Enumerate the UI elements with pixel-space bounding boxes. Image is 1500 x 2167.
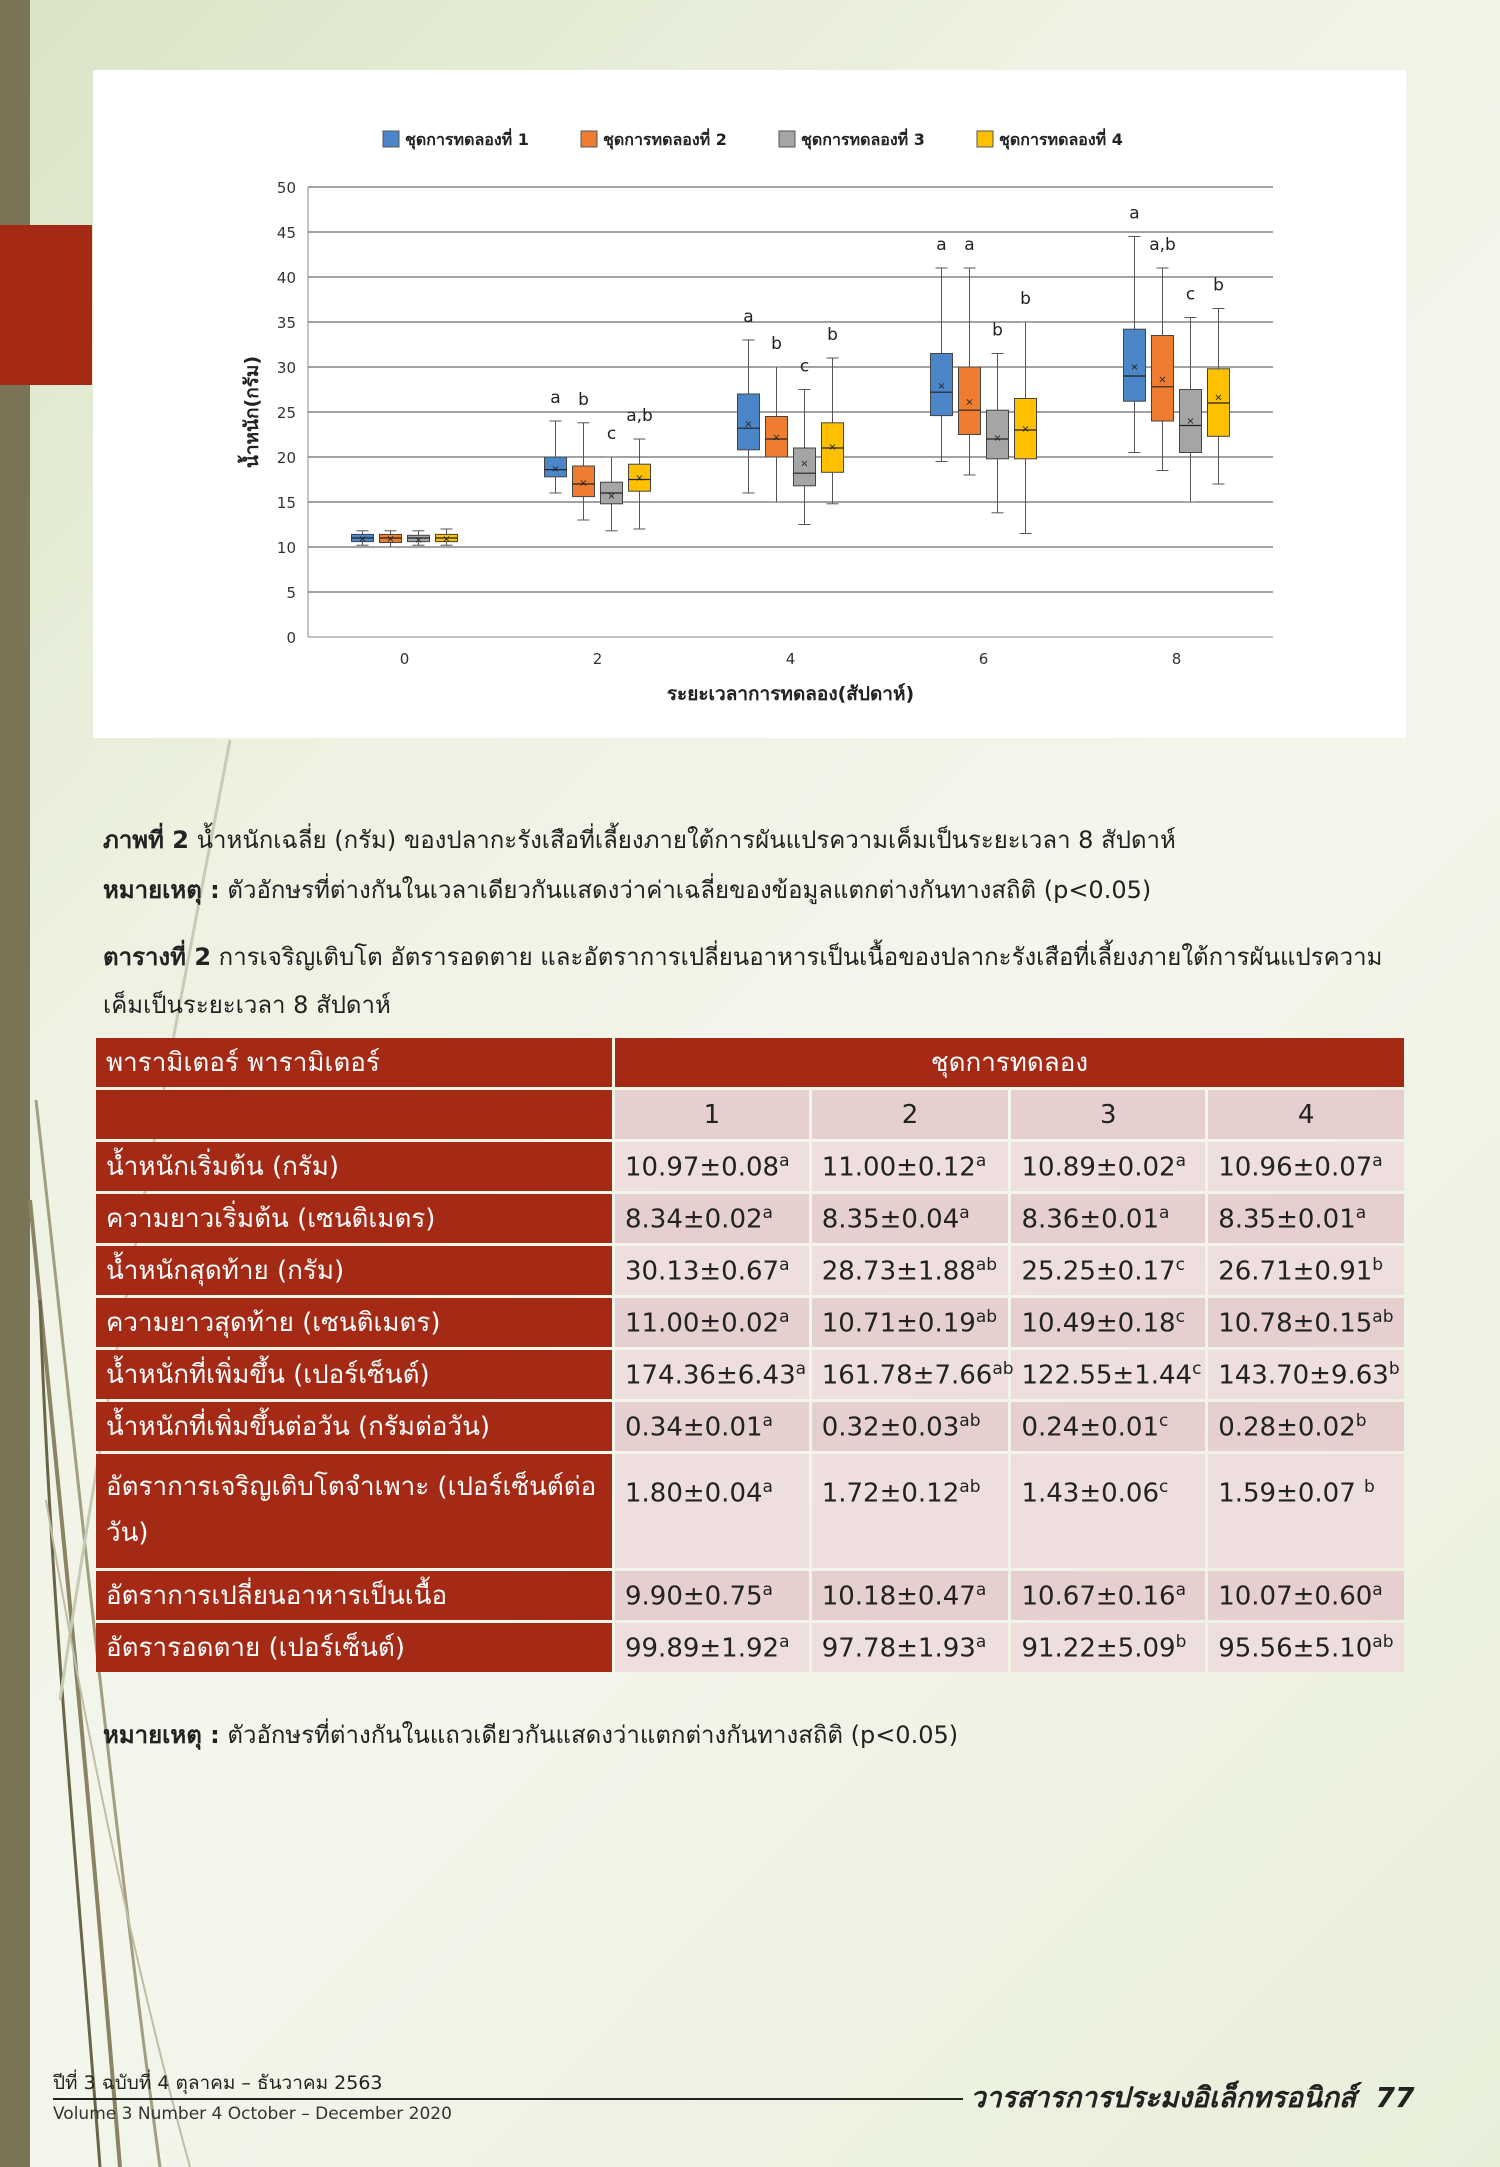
cell-value: 1.43±0.06 [1021,1478,1160,1509]
figure-note [103,865,1151,915]
cell-value: 8.35±0.04 [821,1204,960,1235]
mean-marker: × [442,534,451,545]
figure-note-text: ตัวอักษรที่ต่างกันในเวลาเดียวกันแสดงว่าค่าเฉลี่ยของข้อมูลแตกต่างกันทางสถิติ (p<0.05) [219,876,1152,904]
cell-letter: a [975,1631,987,1652]
significance-letter: b [1213,275,1224,296]
table-cell [1208,1350,1404,1399]
cell-letter: a [795,1358,807,1379]
table-row [96,1350,1404,1399]
legend-swatch [581,131,597,147]
cell-value: 26.71±0.91 [1218,1256,1373,1287]
cell-letter: a [1372,1579,1383,1600]
table-row [96,1454,1404,1568]
cell-value: 10.49±0.18 [1021,1308,1176,1339]
footer-eng-issue: Volume 3 Number 4 October – December 2020 [53,2104,452,2124]
table-cell [812,1298,1009,1347]
cell-value: 10.96±0.07 [1218,1152,1373,1183]
cell-letter: a [779,1306,790,1327]
table-cell [615,1246,809,1295]
significance-letter: c [1185,284,1196,305]
table-cell [1208,1571,1404,1620]
cell-letter: c [1175,1254,1185,1275]
table-cell [812,1402,1009,1451]
col-head-4: 4 [1208,1090,1404,1139]
cell-value: 25.25±0.17 [1021,1256,1176,1287]
table-cell [615,1350,809,1399]
y-tick-label: 5 [286,584,296,602]
cell-value: 0.32±0.03 [821,1412,960,1443]
table-row [96,1402,1404,1451]
table-cell [812,1142,1009,1191]
cell-value: 11.00±0.12 [821,1152,976,1183]
table-cell [615,1194,809,1243]
cell-value: 8.35±0.01 [1218,1204,1356,1235]
cell-value: 0.24±0.01 [1021,1412,1160,1443]
mean-marker: × [965,397,974,409]
param-header-blank [96,1090,612,1139]
table-cell [1208,1623,1404,1672]
significance-letter: b [992,320,1003,341]
x-axis-label: ระยะเวลาการทดลอง(สัปดาห์) [666,683,915,705]
cell-value: 95.56±5.10 [1218,1633,1373,1664]
cell-letter: ab [959,1477,981,1497]
row-label: อัตรารอดตาย (เปอร์เซ็นต์) [96,1623,612,1672]
table-label: ตารางที่ 2 [103,943,212,971]
cell-value: 10.89±0.02 [1021,1152,1176,1183]
cell-value: 91.22±5.09 [1021,1633,1176,1664]
cell-letter: ab [959,1410,981,1431]
red-accent-block [0,225,92,385]
mean-marker: × [937,381,946,392]
figure-label: ภาพที่ 2 [103,826,189,854]
mean-marker: × [993,433,1002,445]
legend-label: ชุดการทดลองที่ 3 [801,130,925,149]
table-cell [1011,1623,1205,1672]
table-cell [1011,1454,1205,1568]
legend-swatch [779,131,795,147]
y-tick-label: 20 [276,449,296,467]
cell-value: 10.78±0.15 [1218,1308,1373,1339]
figure-caption [103,815,1176,865]
table-row [96,1142,1404,1191]
footer-journal [970,2076,1415,2120]
table-cell [1011,1298,1205,1347]
table-cell [812,1454,1009,1568]
footer-rule [53,2098,963,2100]
significance-letter: b [578,389,589,410]
mean-marker: × [800,458,809,470]
cell-letter: a [975,1150,987,1171]
mean-marker: × [551,463,560,475]
table-cell [812,1350,1014,1399]
cell-letter: a [762,1410,773,1431]
table-cell [1208,1454,1404,1568]
cell-letter: ab [975,1306,998,1327]
cell-letter: a [762,1477,773,1497]
cell-letter: a [762,1579,773,1600]
x-tick-label: 6 [978,650,989,668]
table-caption-line2 [103,980,391,1030]
cell-value: 99.89±1.92 [624,1633,780,1664]
legend-swatch [383,131,399,147]
cell-value: 0.34±0.01 [624,1412,763,1443]
table-cell [812,1194,1009,1243]
mean-marker: × [744,418,753,430]
cell-letter: a [1175,1150,1186,1171]
table-cell [1208,1402,1404,1451]
figure-chart-box [93,70,1406,738]
mean-marker: × [1214,392,1223,404]
row-label: น้ำหนักสุดท้าย (กรัม) [96,1246,612,1295]
cell-letter: c [1175,1306,1185,1327]
mean-marker: × [579,478,588,490]
significance-letter: a [936,235,947,255]
significance-letter: a [964,235,975,255]
cell-letter: c [1159,1410,1169,1431]
table-cell [615,1142,809,1191]
y-tick-label: 25 [276,404,296,422]
table-row [96,1571,1404,1620]
row-label: น้ำหนักเริ่มต้น (กรัม) [96,1142,612,1191]
cell-letter: c [1192,1358,1202,1379]
table-note [103,1715,958,1754]
row-label: น้ำหนักที่เพิ่มขึ้น (เปอร์เซ็นต์) [96,1350,612,1399]
cell-value: 28.73±1.88 [821,1256,976,1287]
cell-letter: a [959,1202,970,1223]
y-axis-label: น้ำหนัก(กรัม) [241,355,263,469]
cell-letter: a [762,1202,773,1223]
significance-letter: b [827,325,838,345]
mean-marker: × [828,442,837,454]
cell-value: 9.90±0.75 [624,1581,763,1612]
cell-letter: ab [1372,1306,1394,1327]
cell-letter: b [1175,1631,1187,1652]
cell-letter: a [779,1150,790,1171]
cell-value: 161.78±7.66 [821,1360,993,1391]
table-row [96,1298,1404,1347]
table-cell [1011,1350,1205,1399]
cell-letter: a [1355,1202,1367,1223]
table-caption-text-2: เค็มเป็นระยะเวลา 8 สัปดาห์ [103,991,391,1019]
table-caption-line1 [103,932,1382,982]
mean-marker: × [1158,374,1167,386]
table-cell [812,1246,1009,1295]
mean-marker: × [386,534,395,545]
y-tick-label: 0 [286,629,296,647]
mean-marker: × [772,432,781,444]
table-cell [615,1402,809,1451]
cell-value: 10.67±0.16 [1021,1581,1176,1612]
table-row [96,1246,1404,1295]
table-cell [1208,1194,1404,1243]
table-cell [812,1571,1009,1620]
table-row [96,1194,1404,1243]
legend-swatch [977,131,993,147]
table-body [96,1142,1404,1672]
param-header: พารามิเตอร์ พารามิเตอร์ [96,1038,612,1087]
significance-letter: c [799,356,810,377]
y-tick-label: 45 [276,224,296,242]
footer-thai-issue: ปีที่ 3 ฉบับที่ 4 ตุลาคม – ธันวาคม 2563 [53,2072,383,2094]
cell-value: 174.36±6.43 [624,1360,796,1391]
significance-letter: a,b [626,406,653,426]
table-cell [1011,1246,1205,1295]
table-cell [812,1623,1009,1672]
mean-marker: × [414,534,423,546]
legend-label: ชุดการทดลองที่ 2 [603,130,727,149]
legend-label: ชุดการทดลองที่ 1 [405,130,529,149]
col-head-1: 1 [615,1090,809,1139]
significance-letter: a [550,388,561,408]
significance-letter: c [606,424,617,444]
significance-letter: b [771,334,782,354]
table-caption-text: การเจริญเติบโต อัตรารอดตาย และอัตราการเปลี่ยนอาหารเป็นเนื้อของปลากะรังเสือที่เลี้ยงภายใต้การผันแปรความ [211,943,1383,971]
mean-marker: × [1186,416,1195,428]
cell-letter: a [1372,1150,1383,1171]
cell-value: 8.34±0.02 [624,1204,763,1235]
mean-marker: × [635,472,644,484]
y-tick-label: 50 [276,179,296,197]
table-note-text: ตัวอักษรที่ต่างกันในแถวเดียวกันแสดงว่าแตกต่างกันทางสถิติ (p<0.05) [219,1721,959,1749]
footer-journal-name: วารสารการประมงอิเล็กทรอนิกส์ [970,2081,1357,2114]
significance-letter: a [743,307,754,327]
row-label: อัตราการเปลี่ยนอาหารเป็นเนื้อ [96,1571,612,1620]
cell-value: 30.13±0.67 [624,1256,780,1287]
x-tick-label: 8 [1171,650,1182,668]
table-cell [615,1571,809,1620]
cell-value: 97.78±1.93 [821,1633,976,1664]
significance-letter: a [1129,203,1140,224]
table-cell [1011,1571,1205,1620]
table-cell [615,1298,809,1347]
table-cell [1208,1142,1404,1191]
footer-page-number: 77 [1375,2081,1415,2114]
cell-value: 1.80±0.04 [624,1478,763,1509]
mean-marker: × [607,490,616,502]
figure-caption-text: น้ำหนักเฉลี่ย (กรัม) ของปลากะรังเสือที่เลี้ยงภายใต้การผันแปรความเค็มเป็นระยะเวลา 8 สัปดาห์ [189,826,1176,854]
cell-letter: a [975,1579,987,1600]
figure-note-label: หมายเหตุ : [103,876,220,904]
cell-letter: b [1355,1410,1367,1431]
row-label: ความยาวเริ่มต้น (เซนติเมตร) [96,1194,612,1243]
table-cell [615,1454,809,1568]
group-header: ชุดการทดลอง [615,1038,1404,1087]
cell-letter: ab [1372,1631,1394,1652]
table-cell [615,1623,809,1672]
cell-letter: ab [975,1254,998,1275]
cell-value: 10.97±0.08 [624,1152,780,1183]
cell-value: 143.70±9.63 [1218,1360,1389,1391]
legend-label: ชุดการทดลองที่ 4 [999,130,1123,149]
y-tick-label: 35 [276,314,296,332]
y-tick-label: 10 [276,539,296,557]
mean-marker: × [1130,362,1139,374]
x-tick-label: 4 [785,650,796,668]
cell-letter: ab [992,1358,1014,1379]
cell-letter: a [779,1631,790,1652]
col-head-2: 2 [812,1090,1009,1139]
cell-letter: a [779,1254,790,1275]
table-cell [1208,1298,1404,1347]
table-cell [1011,1194,1205,1243]
cell-value: 122.55±1.44 [1021,1360,1193,1391]
cell-value: 10.71±0.19 [821,1308,976,1339]
cell-value: 1.59±0.07 [1218,1478,1365,1509]
y-tick-label: 40 [276,269,296,287]
mean-marker: × [358,534,367,545]
table-row [96,1623,1404,1672]
cell-value: 1.72±0.12 [821,1478,960,1509]
cell-letter: b [1372,1254,1384,1275]
boxplot-chart [93,70,1406,738]
table-cell [1208,1246,1404,1295]
cell-value: 8.36±0.01 [1021,1204,1160,1235]
row-label: อัตราการเจริญเติบโตจำเพาะ (เปอร์เซ็นต์ต่อวัน) [96,1454,612,1568]
col-head-3: 3 [1011,1090,1205,1139]
x-tick-label: 0 [399,650,410,668]
cell-letter: a [1175,1579,1186,1600]
cell-value: 0.28±0.02 [1218,1412,1356,1443]
cell-letter: b [1388,1358,1400,1379]
table-cell [1011,1142,1205,1191]
table-note-label: หมายเหตุ : [103,1721,220,1749]
y-tick-label: 30 [276,359,296,377]
results-table [93,1035,1407,1675]
significance-letter: a,b [1149,235,1176,255]
cell-value: 11.00±0.02 [624,1308,780,1339]
cell-value: 10.18±0.47 [821,1581,976,1612]
row-label: ความยาวสุดท้าย (เซนติเมตร) [96,1298,612,1347]
cell-letter: b [1364,1477,1375,1497]
y-tick-label: 15 [276,494,296,512]
mean-marker: × [1021,424,1030,436]
table-cell [1011,1402,1205,1451]
x-tick-label: 2 [592,650,603,668]
row-label: น้ำหนักที่เพิ่มขึ้นต่อวัน (กรัมต่อวัน) [96,1402,612,1451]
cell-letter: c [1159,1477,1169,1497]
cell-letter: a [1159,1202,1170,1223]
significance-letter: b [1020,289,1031,309]
cell-value: 10.07±0.60 [1218,1581,1373,1612]
